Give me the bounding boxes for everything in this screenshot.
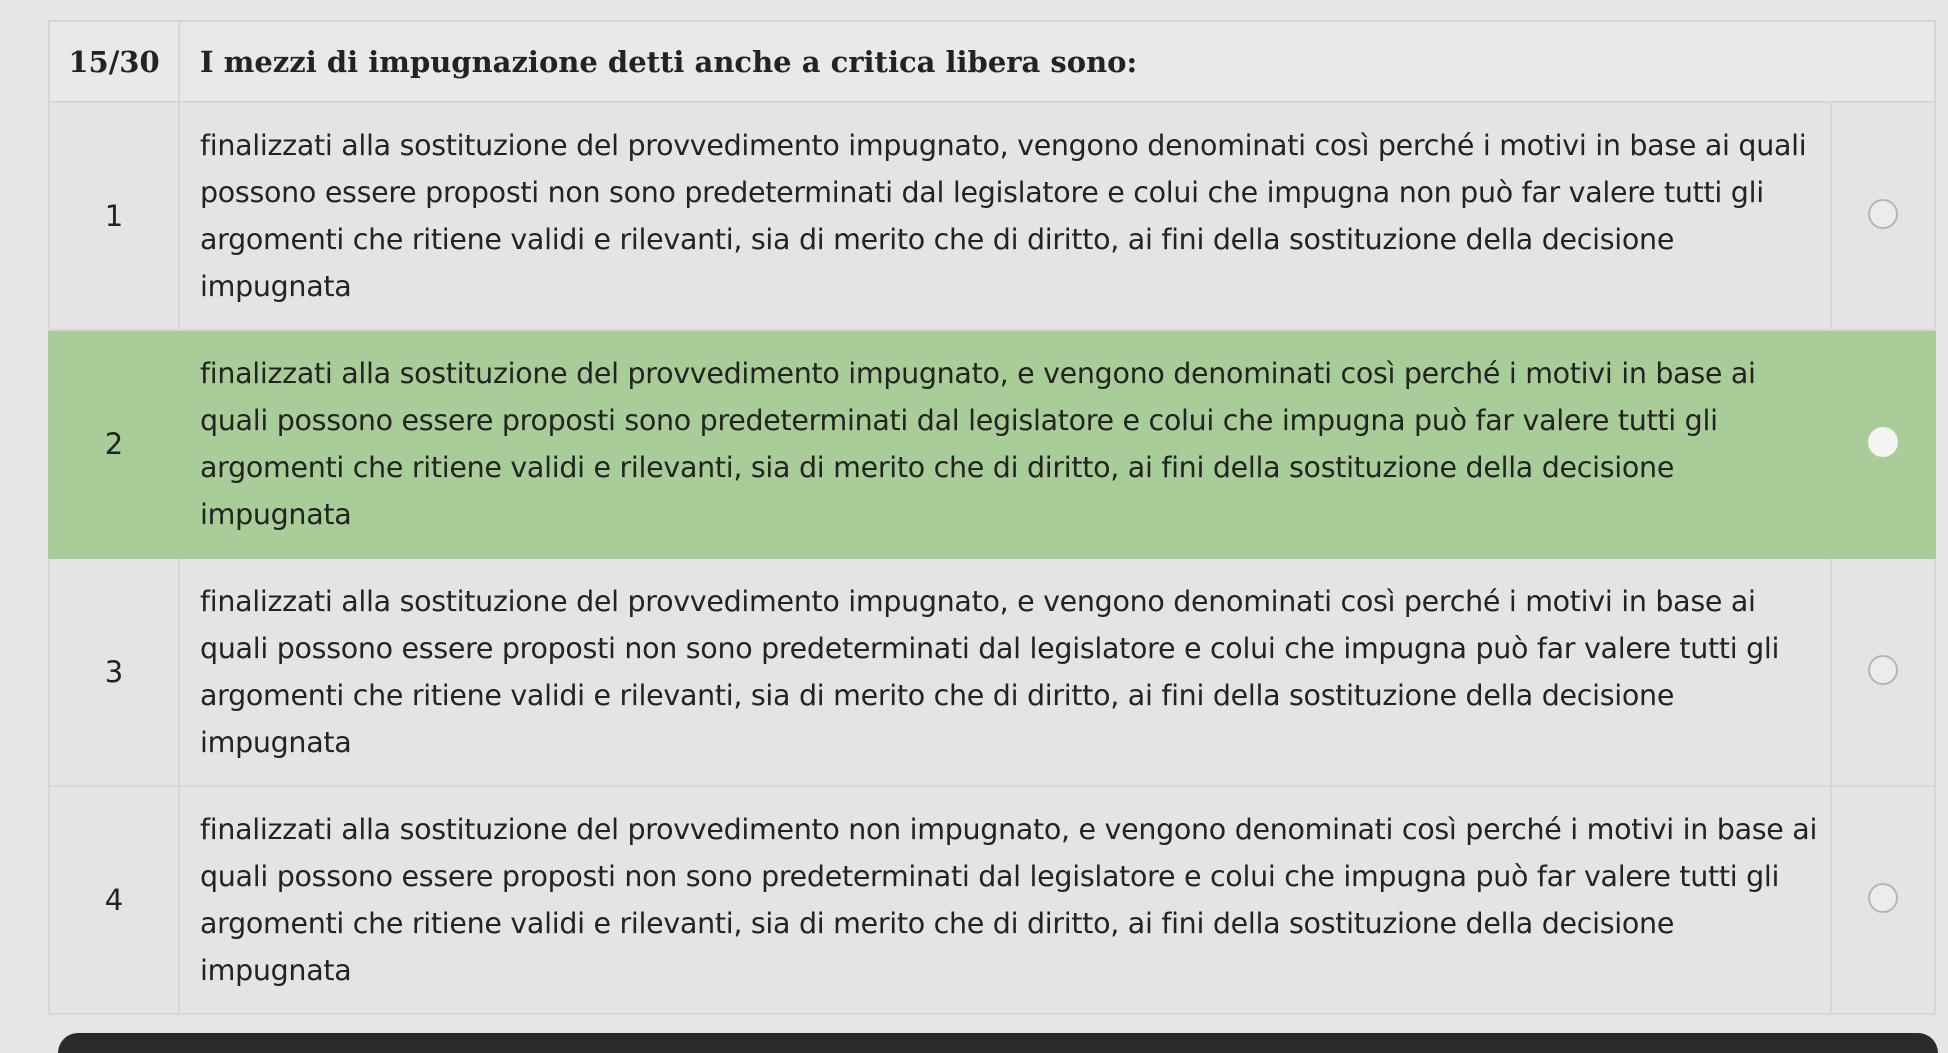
option-number: 4 <box>49 786 179 1014</box>
answer-option-2[interactable] <box>49 330 1935 558</box>
option-number: 1 <box>49 102 179 330</box>
bottom-toolbar-edge <box>58 1033 1938 1053</box>
option-text[interactable]: finalizzati alla sostituzione del provvedimento non impugnato, e vengono denominati così perché i motivi in base ai quali possono essere proposti non sono predeterminati dal legislatore e colui che impugna può far valere tutti gli argomenti che ritiene validi e rilevanti, sia di merito che di diritto, ai fini della sostituzione della decisione impugnata <box>179 786 1831 1014</box>
option-text[interactable]: finalizzati alla sostituzione del provvedimento impugnato, vengono denominati così perché i motivi in base ai quali possono essere proposti non sono predeterminati dal legislatore e colui che impugna non può far valere tutti gli argomenti che ritiene validi e rilevanti, sia di merito che di diritto, ai fini della sostituzione della decisione impugnata <box>179 102 1831 330</box>
question-counter: 15/30 <box>49 21 179 102</box>
answer-option-4[interactable] <box>49 786 1935 1014</box>
option-2-radio[interactable] <box>1868 427 1898 457</box>
answer-option-3[interactable] <box>49 558 1935 786</box>
answer-option-1[interactable] <box>49 102 1935 330</box>
quiz-table <box>48 20 1936 1015</box>
radio-cell <box>1831 102 1935 330</box>
option-4-radio[interactable] <box>1868 883 1898 913</box>
option-text[interactable]: finalizzati alla sostituzione del provvedimento impugnato, e vengono denominati così perché i motivi in base ai quali possono essere proposti sono predeterminati dal legislatore e colui che impugna può far valere tutti gli argomenti che ritiene validi e rilevanti, sia di merito che di diritto, ai fini della sostituzione della decisione impugnata <box>179 330 1831 558</box>
option-number: 3 <box>49 558 179 786</box>
option-text[interactable]: finalizzati alla sostituzione del provvedimento impugnato, e vengono denominati così perché i motivi in base ai quali possono essere proposti non sono predeterminati dal legislatore e colui che impugna può far valere tutti gli argomenti che ritiene validi e rilevanti, sia di merito che di diritto, ai fini della sostituzione della decisione impugnata <box>179 558 1831 786</box>
radio-cell <box>1831 786 1935 1014</box>
radio-cell <box>1831 558 1935 786</box>
question-header-row <box>49 21 1935 102</box>
question-text: I mezzi di impugnazione detti anche a critica libera sono: <box>179 21 1935 102</box>
option-1-radio[interactable] <box>1868 199 1898 229</box>
option-number: 2 <box>49 330 179 558</box>
radio-cell <box>1831 330 1935 558</box>
option-3-radio[interactable] <box>1868 655 1898 685</box>
